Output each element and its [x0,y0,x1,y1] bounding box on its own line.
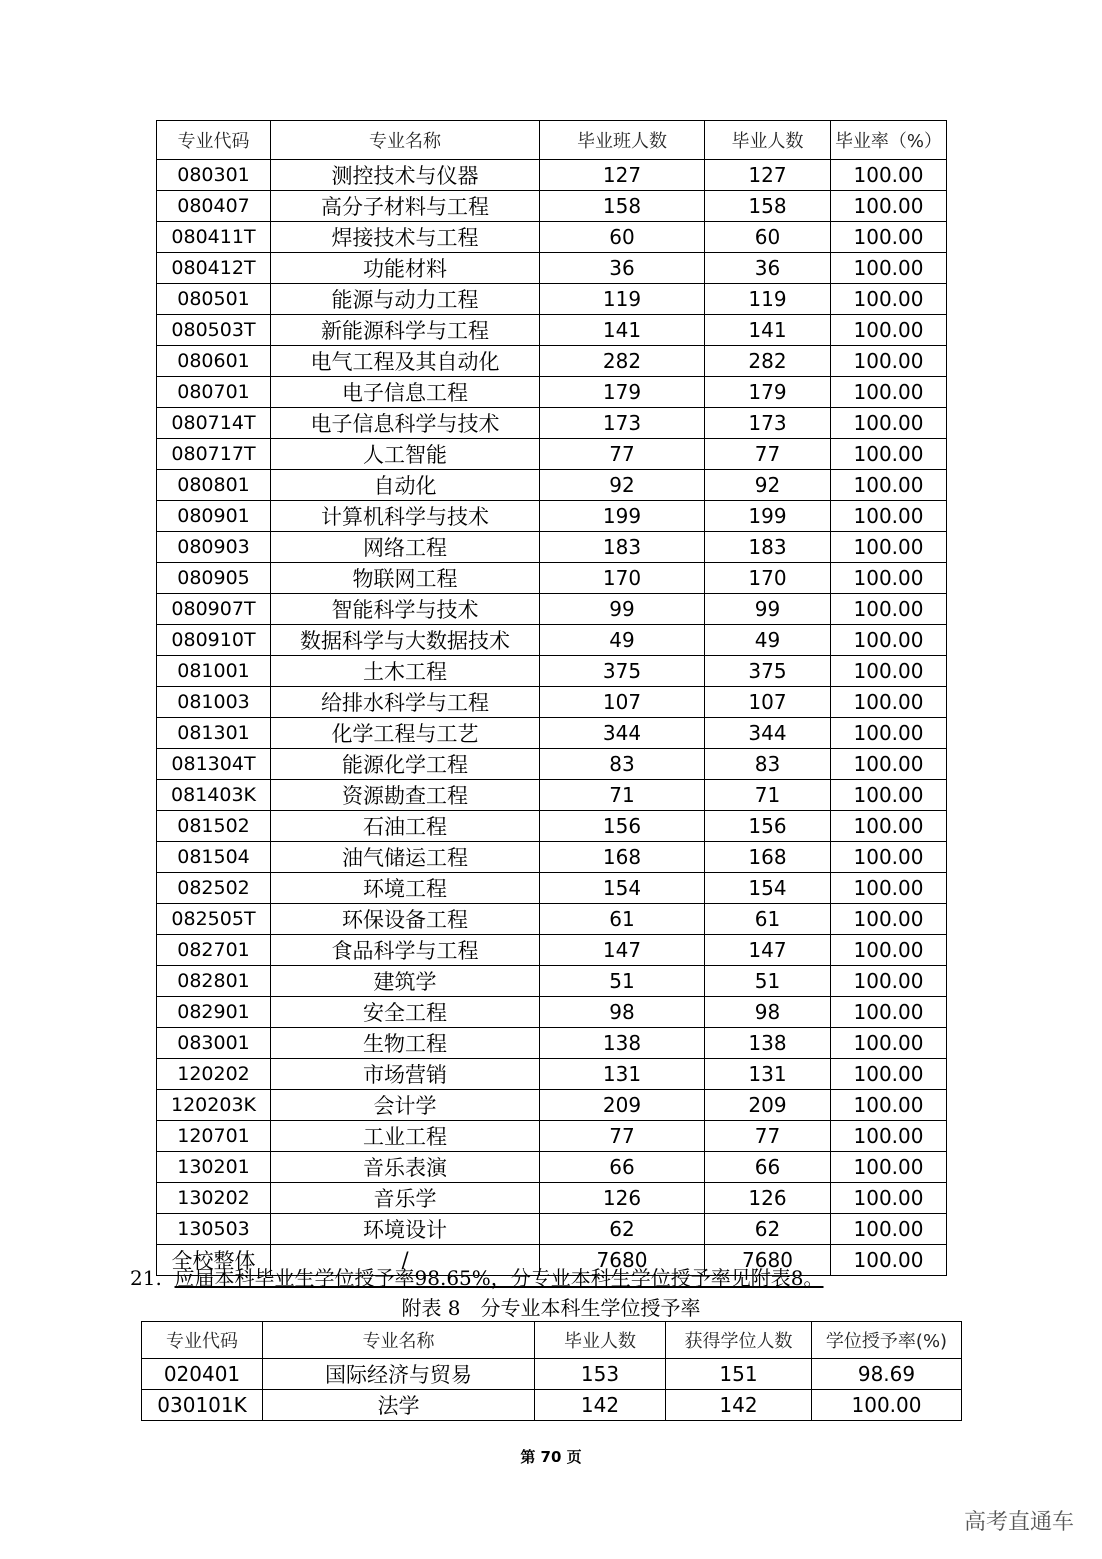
table-cell: 158 [705,191,831,222]
table-cell: 083001 [157,1028,271,1059]
table-cell: 100.00 [831,563,947,594]
table-cell: 98 [705,997,831,1028]
table-row [157,160,947,191]
table-cell: 新能源科学与工程 [271,315,540,346]
table-cell: 62 [705,1214,831,1245]
table-row [157,594,947,625]
table-row [157,904,947,935]
table-cell: 100.00 [831,377,947,408]
table-cell: 100.00 [812,1390,962,1421]
table-cell: 130201 [157,1152,271,1183]
table-cell: 375 [705,656,831,687]
table-cell: 化学工程与工艺 [271,718,540,749]
section-body: 应届本科毕业生学位授予率98.65%，分专业本科生学位授予率见附表8。 [174,1266,824,1290]
table-cell: 282 [705,346,831,377]
table-cell: 100.00 [831,625,947,656]
table-cell: 179 [705,377,831,408]
table-cell: 080701 [157,377,271,408]
table-cell: 081502 [157,811,271,842]
column-header: 毕业率（%） [831,121,947,160]
table-cell: 153 [535,1359,666,1390]
table-cell: 080717T [157,439,271,470]
table-row [157,563,947,594]
table-cell: 环保设备工程 [271,904,540,935]
table-cell: 100.00 [831,160,947,191]
table-row [157,284,947,315]
table-cell: 66 [705,1152,831,1183]
table-cell: 080905 [157,563,271,594]
table-cell: 食品科学与工程 [271,935,540,966]
table-cell: 107 [540,687,705,718]
table-cell: 183 [540,532,705,563]
table-cell: 高分子材料与工程 [271,191,540,222]
table-cell: 142 [666,1390,812,1421]
watermark-text: 高考直通车 [963,1510,1074,1535]
table-cell: 100.00 [831,1214,947,1245]
column-header: 专业代码 [142,1322,263,1359]
table-cell: 环境工程 [271,873,540,904]
table-cell: 环境设计 [271,1214,540,1245]
table-cell: 080501 [157,284,271,315]
table-cell: 油气储运工程 [271,842,540,873]
table-cell: 080503T [157,315,271,346]
column-header: 专业名称 [263,1322,535,1359]
table-cell: 智能科学与技术 [271,594,540,625]
table-cell: 100.00 [831,656,947,687]
section-number: 21. [130,1266,162,1290]
table-cell: / [271,1245,540,1276]
table-row [142,1359,962,1390]
table-cell: 209 [705,1090,831,1121]
table-cell: 国际经济与贸易 [263,1359,535,1390]
table-row [157,718,947,749]
table-cell: 安全工程 [271,997,540,1028]
table-row [157,656,947,687]
table-cell: 77 [705,1121,831,1152]
column-header: 专业代码 [157,121,271,160]
table-cell: 电气工程及其自动化 [271,346,540,377]
table-cell: 83 [705,749,831,780]
table-cell: 100.00 [831,904,947,935]
table-cell: 市场营销 [271,1059,540,1090]
table-cell: 100.00 [831,997,947,1028]
table-header-row [142,1322,962,1359]
table-cell: 080407 [157,191,271,222]
column-header: 毕业班人数 [540,121,705,160]
table-cell: 100.00 [831,1059,947,1090]
table-cell: 080301 [157,160,271,191]
table-cell: 168 [705,842,831,873]
table-cell: 100.00 [831,315,947,346]
table-cell: 080411T [157,222,271,253]
table-row [157,966,947,997]
table-cell: 030101K [142,1390,263,1421]
table-cell: 92 [540,470,705,501]
table-row [157,408,947,439]
table-cell: 156 [705,811,831,842]
table-cell: 全校整体 [157,1245,271,1276]
table-cell: 081001 [157,656,271,687]
table-row [157,873,947,904]
column-header: 毕业人数 [705,121,831,160]
table-cell: 61 [540,904,705,935]
table-cell: 100.00 [831,1121,947,1152]
table-cell: 61 [705,904,831,935]
table-cell: 51 [540,966,705,997]
table-cell: 100.00 [831,594,947,625]
table-cell: 100.00 [831,439,947,470]
table-cell: 168 [540,842,705,873]
table-header-row [157,121,947,160]
table-cell: 100.00 [831,749,947,780]
table-row [157,470,947,501]
table-cell: 100.00 [831,1245,947,1276]
table-cell: 测控技术与仪器 [271,160,540,191]
graduation-rate-table [156,120,947,1276]
table-cell: 173 [705,408,831,439]
table-row [157,191,947,222]
table-row [157,842,947,873]
table-cell: 电子信息科学与技术 [271,408,540,439]
table-cell: 375 [540,656,705,687]
table-cell: 082901 [157,997,271,1028]
table-cell: 62 [540,1214,705,1245]
table-cell: 100.00 [831,780,947,811]
table-cell: 100.00 [831,687,947,718]
table-cell: 170 [540,563,705,594]
table-cell: 功能材料 [271,253,540,284]
table-cell: 100.00 [831,470,947,501]
table-cell: 080907T [157,594,271,625]
table-cell: 100.00 [831,253,947,284]
table-cell: 138 [540,1028,705,1059]
table-cell: 49 [705,625,831,656]
column-header: 专业名称 [271,121,540,160]
table-cell: 199 [705,501,831,532]
table-row [157,501,947,532]
table-cell: 100.00 [831,935,947,966]
table-cell: 127 [540,160,705,191]
table-cell: 83 [540,749,705,780]
table-row [157,222,947,253]
table-cell: 183 [705,532,831,563]
table-cell: 数据科学与大数据技术 [271,625,540,656]
table-row [157,780,947,811]
table-cell: 77 [540,1121,705,1152]
table-cell: 能源化学工程 [271,749,540,780]
table-cell: 082505T [157,904,271,935]
table-cell: 126 [540,1183,705,1214]
table-cell: 158 [540,191,705,222]
table-cell: 建筑学 [271,966,540,997]
table-cell: 工业工程 [271,1121,540,1152]
table-cell: 100.00 [831,532,947,563]
table-cell: 081403K [157,780,271,811]
table-cell: 100.00 [831,966,947,997]
table-cell: 计算机科学与技术 [271,501,540,532]
table-cell: 127 [705,160,831,191]
table-row [157,1214,947,1245]
table-row [142,1390,962,1421]
table-cell: 147 [705,935,831,966]
table-cell: 130503 [157,1214,271,1245]
table-cell: 100.00 [831,873,947,904]
table-cell: 081301 [157,718,271,749]
table-cell: 物联网工程 [271,563,540,594]
table-cell: 法学 [263,1390,535,1421]
table-cell: 080601 [157,346,271,377]
table-cell: 126 [705,1183,831,1214]
table-row [157,1090,947,1121]
table-cell: 石油工程 [271,811,540,842]
table-cell: 100.00 [831,408,947,439]
table-row [157,749,947,780]
table-cell: 120202 [157,1059,271,1090]
table-cell: 给排水科学与工程 [271,687,540,718]
table-cell: 98 [540,997,705,1028]
table-caption: 附表 8 分专业本科生学位授予率 [401,1296,701,1320]
table-cell: 100.00 [831,1090,947,1121]
table-cell: 49 [540,625,705,656]
column-header: 获得学位人数 [666,1322,812,1359]
table-row [157,532,947,563]
table-cell: 154 [705,873,831,904]
table-cell: 生物工程 [271,1028,540,1059]
table-cell: 209 [540,1090,705,1121]
table-cell: 100.00 [831,222,947,253]
table-cell: 107 [705,687,831,718]
table-cell: 人工智能 [271,439,540,470]
table-cell: 100.00 [831,501,947,532]
table-cell: 92 [705,470,831,501]
table-cell: 080903 [157,532,271,563]
table-cell: 344 [705,718,831,749]
table-cell: 080714T [157,408,271,439]
table-cell: 081003 [157,687,271,718]
table-cell: 36 [705,253,831,284]
table-cell: 100.00 [831,718,947,749]
table-cell: 120701 [157,1121,271,1152]
page-number: 第 70 页 [520,1448,582,1466]
table-cell: 344 [540,718,705,749]
table-row [157,377,947,408]
table-cell: 音乐表演 [271,1152,540,1183]
table-cell: 156 [540,811,705,842]
degree-rate-table [141,1321,962,1421]
table-cell: 100.00 [831,1183,947,1214]
table-cell: 99 [540,594,705,625]
table-cell: 51 [705,966,831,997]
table-cell: 119 [705,284,831,315]
table-cell: 100.00 [831,1028,947,1059]
table-cell: 36 [540,253,705,284]
table-cell: 66 [540,1152,705,1183]
table-cell: 100.00 [831,1152,947,1183]
table-cell: 网络工程 [271,532,540,563]
table-cell: 142 [535,1390,666,1421]
table-row [157,811,947,842]
table-row [157,1028,947,1059]
table-row [157,1152,947,1183]
table-cell: 119 [540,284,705,315]
table-cell: 60 [705,222,831,253]
table-cell: 电子信息工程 [271,377,540,408]
table-cell: 98.69 [812,1359,962,1390]
table-cell: 173 [540,408,705,439]
table-cell: 020401 [142,1359,263,1390]
table-row [157,687,947,718]
table-cell: 141 [705,315,831,346]
table-cell: 77 [540,439,705,470]
table-cell: 080901 [157,501,271,532]
table-row [157,346,947,377]
table-row [157,997,947,1028]
table-cell: 音乐学 [271,1183,540,1214]
table-cell: 282 [540,346,705,377]
table-cell: 199 [540,501,705,532]
table-cell: 082801 [157,966,271,997]
table-cell: 179 [540,377,705,408]
table-cell: 60 [540,222,705,253]
column-header: 毕业人数 [535,1322,666,1359]
table-row [157,1121,947,1152]
table-row [157,253,947,284]
table-cell: 100.00 [831,346,947,377]
table-row [157,1059,947,1090]
table-cell: 141 [540,315,705,346]
table-row [157,315,947,346]
table-row [157,935,947,966]
table-cell: 71 [540,780,705,811]
section-21-text [130,1262,824,1291]
table-row [157,625,947,656]
table-cell: 7680 [540,1245,705,1276]
table-cell: 130202 [157,1183,271,1214]
table-cell: 100.00 [831,842,947,873]
table-row [157,1183,947,1214]
table-cell: 自动化 [271,470,540,501]
table-cell: 77 [705,439,831,470]
table-cell: 会计学 [271,1090,540,1121]
table-cell: 71 [705,780,831,811]
table-cell: 100.00 [831,811,947,842]
table-cell: 080801 [157,470,271,501]
table-cell: 147 [540,935,705,966]
table-cell: 082701 [157,935,271,966]
table-cell: 131 [705,1059,831,1090]
table-cell: 151 [666,1359,812,1390]
table-cell: 080910T [157,625,271,656]
table-row [157,439,947,470]
table-cell: 138 [705,1028,831,1059]
table-cell: 082502 [157,873,271,904]
table-cell: 131 [540,1059,705,1090]
table-cell: 100.00 [831,284,947,315]
table-cell: 170 [705,563,831,594]
table-cell: 154 [540,873,705,904]
table-cell: 焊接技术与工程 [271,222,540,253]
column-header: 学位授予率(%) [812,1322,962,1359]
table-cell: 081304T [157,749,271,780]
table-cell: 资源勘查工程 [271,780,540,811]
table-cell: 99 [705,594,831,625]
table-cell: 100.00 [831,191,947,222]
table-cell: 080412T [157,253,271,284]
table-cell: 土木工程 [271,656,540,687]
table-cell: 081504 [157,842,271,873]
table-cell: 能源与动力工程 [271,284,540,315]
table-cell: 120203K [157,1090,271,1121]
table-cell: 7680 [705,1245,831,1276]
